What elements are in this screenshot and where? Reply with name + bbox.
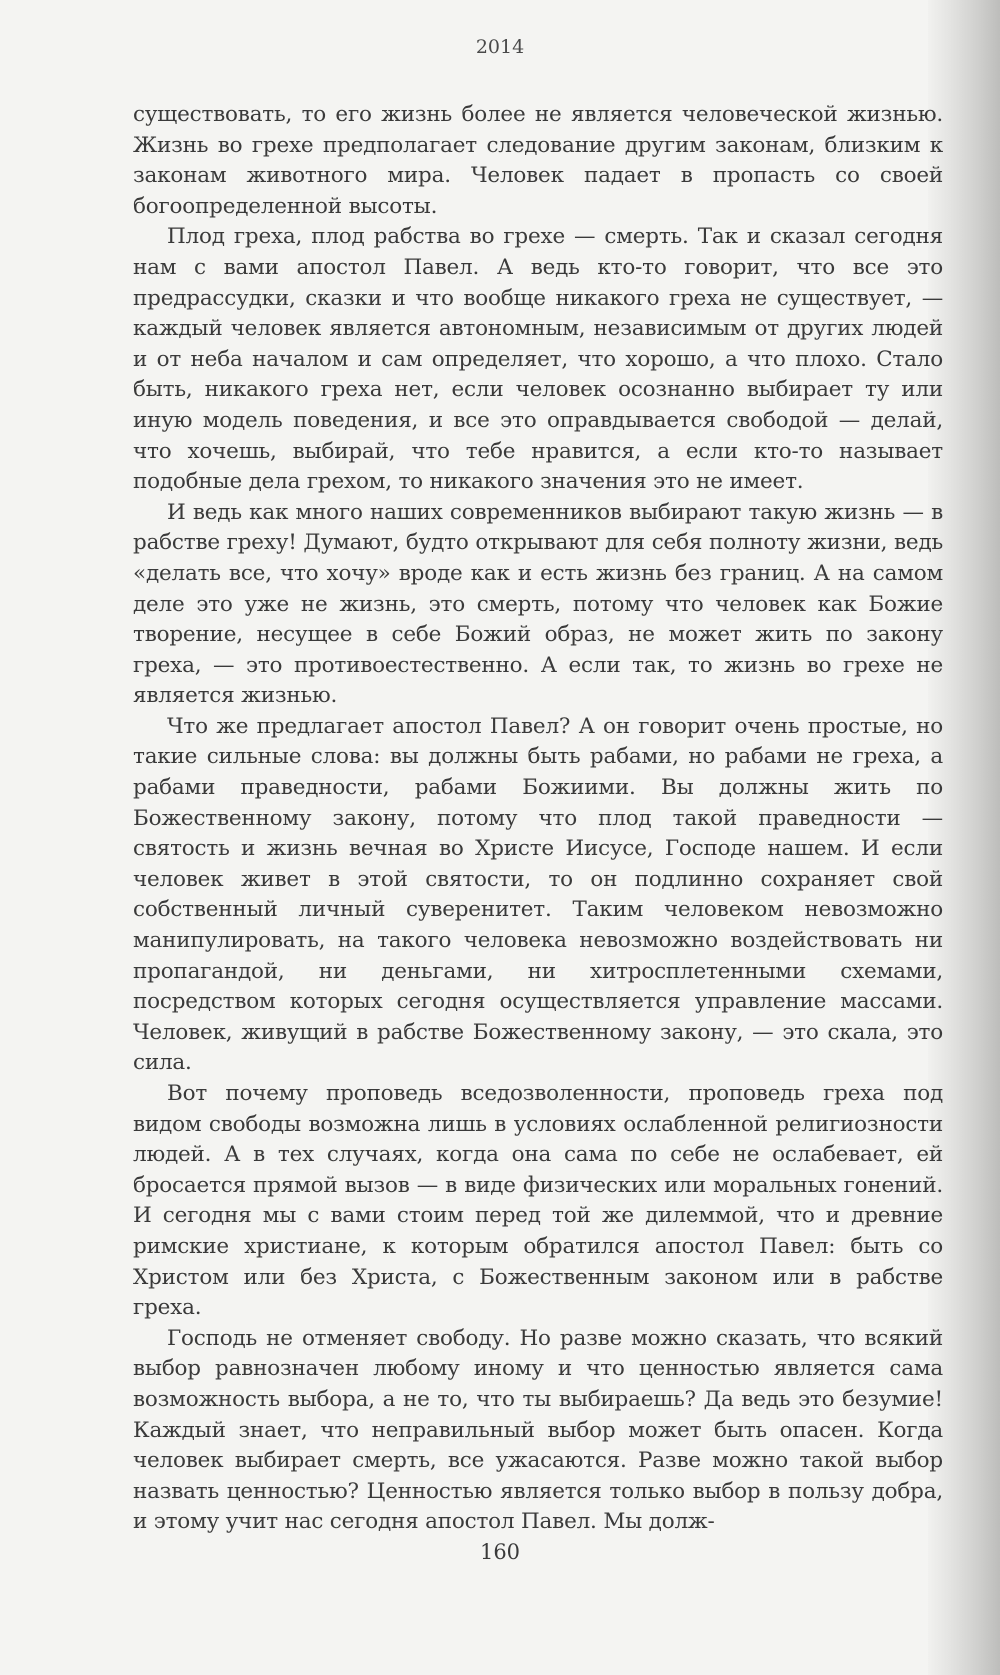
paragraph-6: Господь не отменяет свободу. Но разве можно сказать, что всякий выбор равнозначен любому иному и что ценностью является сама возможность выбора, а не то, что ты выбираешь? Да ведь это безумие! Каждый знает, что неправильный выбор может быть опасен. Когда человек выбирает смерть, все ужасаются. Разве можно такой выбор назвать ценностью? Ценностью является только выбор в пользу добра, и этому учит нас сегодня апостол Павел. Мы долж- [133,1325,943,1535]
paragraph-1: существовать, то его жизнь более не является человеческой жизнью. Жизнь во грехе предполагает следование другим законам, близким к законам животного мира. Человек падает в пропасть со своей богоопределенной высоты. [133,102,943,219]
paragraph-5: Вот почему проповедь вседозволенности, проповедь греха под видом свободы возможна лишь в условиях ослабленной религиозности людей. А в тех случаях, когда она сама по себе не ослабевает, ей бросается прямой вызов — в виде физических или моральных гонений. И сегодня мы с вами стоим перед той же дилеммой, что и древние римские христиане, к которым обратился апостол Павел: быть со Христом или без Христа, с Божественным законом или в рабстве греха. [133,1081,943,1321]
running-header-year: 2014 [475,36,525,58]
page-number: 160 [479,1540,521,1564]
paragraph-3: И ведь как много наших современников выбирают такую жизнь — в рабстве греху! Думают, будто открывают для себя полноту жизни, ведь «делать все, что хочу» вроде как и есть жизнь без границ. А на самом деле это уже не жизнь, это смерть, потому что человек как Божие творение, несущее в себе Божий образ, не может жить по закону греха, — это противоестественно. А если так, то жизнь во грехе не является жизнью. [133,499,943,709]
paragraph-4: Что же предлагает апостол Павел? А он говорит очень простые, но такие сильные слова: вы должны быть рабами, но рабами не греха, а рабами праведности, рабами Божиими. Вы должны жить по Божественному закону, потому что плод такой праведности — святость и жизнь вечная во Христе Иисусе, Господе нашем. И если человек живет в этой святости, то он подлинно сохраняет свой собственный личный суверенитет. Таким человеком невозможно манипулировать, на такого человека невозможно воздействовать ни пропагандой, ни деньгами, ни хитросплетенными схемами, посредством которых сегодня осуществляется управление массами. Человек, живущий в рабстве Божественному закону, — это скала, это сила. [133,713,943,1076]
page-body-text [133,100,943,1538]
paragraph-2: Плод греха, плод рабства во грехе — смерть. Так и сказал сегодня нам с вами апостол Павел. А ведь кто-то говорит, что все это предрассудки, сказки и что вообще никакого греха не существует, — каждый человек является автономным, независимым от других людей и от неба началом и сам определяет, что хорошо, а что плохо. Стало быть, никакого греха нет, если человек осознанно выбирает ту или иную модель поведения, и все это оправдывается свободой — делай, что хочешь, выбирай, что тебе нравится, а если кто-то называет подобные дела грехом, то никакого значения это не имеет. [133,224,943,495]
